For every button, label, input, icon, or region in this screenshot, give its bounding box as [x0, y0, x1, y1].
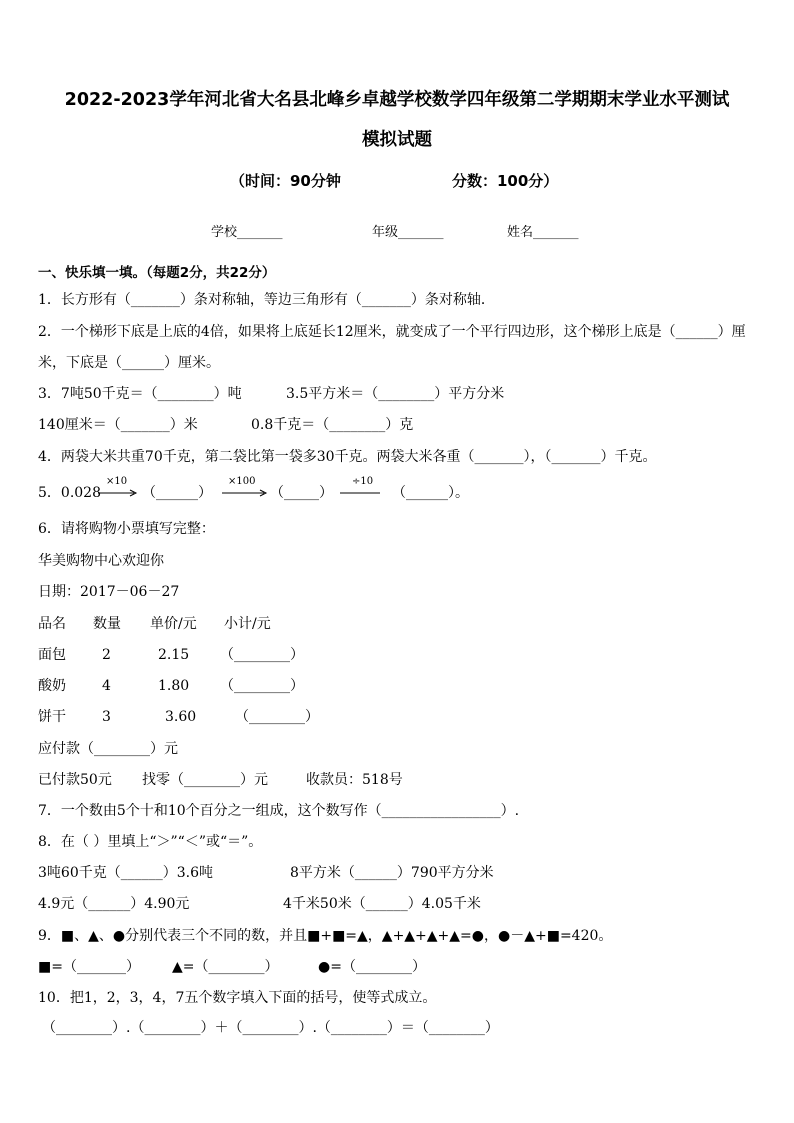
question-5-blank-1: （______）	[142, 485, 212, 501]
question-8-c: 4.9元（______）4.90元	[38, 896, 190, 912]
question-5-blank-2: （_____）	[270, 485, 333, 501]
question-4: 4．两袋大米共重70千克，第二袋比第一袋多30千克。两袋大米各重（_______），（_______）千克。	[38, 449, 657, 465]
receipt-due: 应付款（________）元	[38, 741, 178, 757]
receipt-row-2-qty: 4	[102, 678, 111, 694]
question-8: 8．在（ ）里填上“＞”“＜”或“＝”。	[38, 834, 263, 850]
question-8-a: 3吨60千克（______）3.6吨	[38, 865, 213, 881]
receipt-row-3-name: 饼干	[38, 709, 66, 725]
receipt-row-1-subtotal: （________）	[220, 647, 304, 663]
receipt-row-2-price: 1.80	[158, 678, 190, 694]
receipt-row-1-name: 面包	[38, 647, 66, 663]
receipt-shop: 华美购物中心欢迎你	[38, 553, 164, 569]
question-5-blank-3: （______）。	[392, 485, 469, 501]
receipt-header-subtotal: 小计/元	[224, 616, 271, 632]
receipt-row-3-price: 3.60	[165, 709, 197, 725]
arrow-right-icon	[98, 484, 138, 502]
arrow-3-label: ÷10	[352, 476, 374, 487]
question-9-triangle: ▲=（________）	[172, 959, 279, 975]
arrow-2-label: ×100	[228, 476, 256, 487]
score-label: 分数：100分）	[452, 172, 559, 190]
question-9-circle: ●=（________）	[318, 959, 426, 975]
receipt-paid: 已付款50元	[38, 772, 112, 788]
question-10: 10．把1，2，3，4，7五个数字填入下面的括号，使等式成立。	[38, 990, 437, 1006]
arrow-right-icon	[222, 484, 268, 502]
receipt-row-3-subtotal: （________）	[235, 709, 319, 725]
receipt-row-3-qty: 3	[102, 709, 111, 725]
question-3-d: 0.8千克＝（________）克	[251, 417, 414, 433]
question-10-equation: （________）.（________）＋（________）.（________）＝（________）	[42, 1020, 499, 1036]
question-5-start: 5．0.028	[38, 485, 101, 501]
question-8-d: 4千米50米（______）4.05千米	[283, 896, 481, 912]
receipt-header-name: 品名	[38, 616, 66, 632]
school-field: 学校_______	[211, 225, 283, 240]
receipt-cashier: 收款员：518号	[306, 772, 403, 788]
question-3-b: 3.5平方米＝（________）平方分米	[286, 386, 505, 402]
receipt-header-price: 单价/元	[150, 616, 197, 632]
receipt-row-2-subtotal: （________）	[220, 678, 304, 694]
receipt-row-2-name: 酸奶	[38, 678, 66, 694]
arrow-right-icon	[340, 484, 380, 502]
title-line-1: 2022-2023学年河北省大名县北峰乡卓越学校数学四年级第二学期期末学业水平测试	[64, 90, 730, 110]
name-field: 姓名_______	[507, 225, 579, 240]
grade-field: 年级_______	[372, 225, 444, 240]
question-9-square: ■=（_______）	[38, 959, 140, 975]
question-6: 6．请将购物小票填写完整：	[38, 521, 215, 537]
receipt-row-1-qty: 2	[102, 647, 111, 663]
receipt-date: 日期：2017－06－27	[38, 584, 180, 600]
question-7: 7．一个数由5个十和10个百分之一组成，这个数写作（_________________）.	[38, 803, 520, 819]
section-heading: 一、快乐填一填。（每题2分，共22分）	[38, 265, 276, 281]
receipt-row-1-price: 2.15	[158, 647, 190, 663]
question-2-line-2: 米，下底是（______）厘米。	[38, 355, 220, 371]
question-1: 1．长方形有（_______）条对称轴，等边三角形有（_______）条对称轴．	[38, 292, 495, 308]
receipt-header-qty: 数量	[93, 616, 121, 632]
title-line-2: 模拟试题	[362, 130, 432, 150]
question-3-a: 3．7吨50千克＝（________）吨	[38, 386, 242, 402]
question-8-b: 8平方米（______）790平方分米	[290, 865, 494, 881]
question-2-line-1: 2．一个梯形下底是上底的4倍，如果将上底延长12厘米，就变成了一个平行四边形，这个梯形上底是（______）厘	[38, 324, 746, 340]
arrow-1-label: ×10	[106, 476, 128, 487]
time-label: （时间：90分钟	[230, 172, 341, 190]
question-3-c: 140厘米＝（_______）米	[38, 417, 198, 433]
receipt-change: 找零（________）元	[142, 772, 268, 788]
question-9: 9．■、▲、●分别代表三个不同的数，并且■+■=▲，▲+▲+▲+▲=●，●－▲+■=420。	[38, 928, 613, 944]
